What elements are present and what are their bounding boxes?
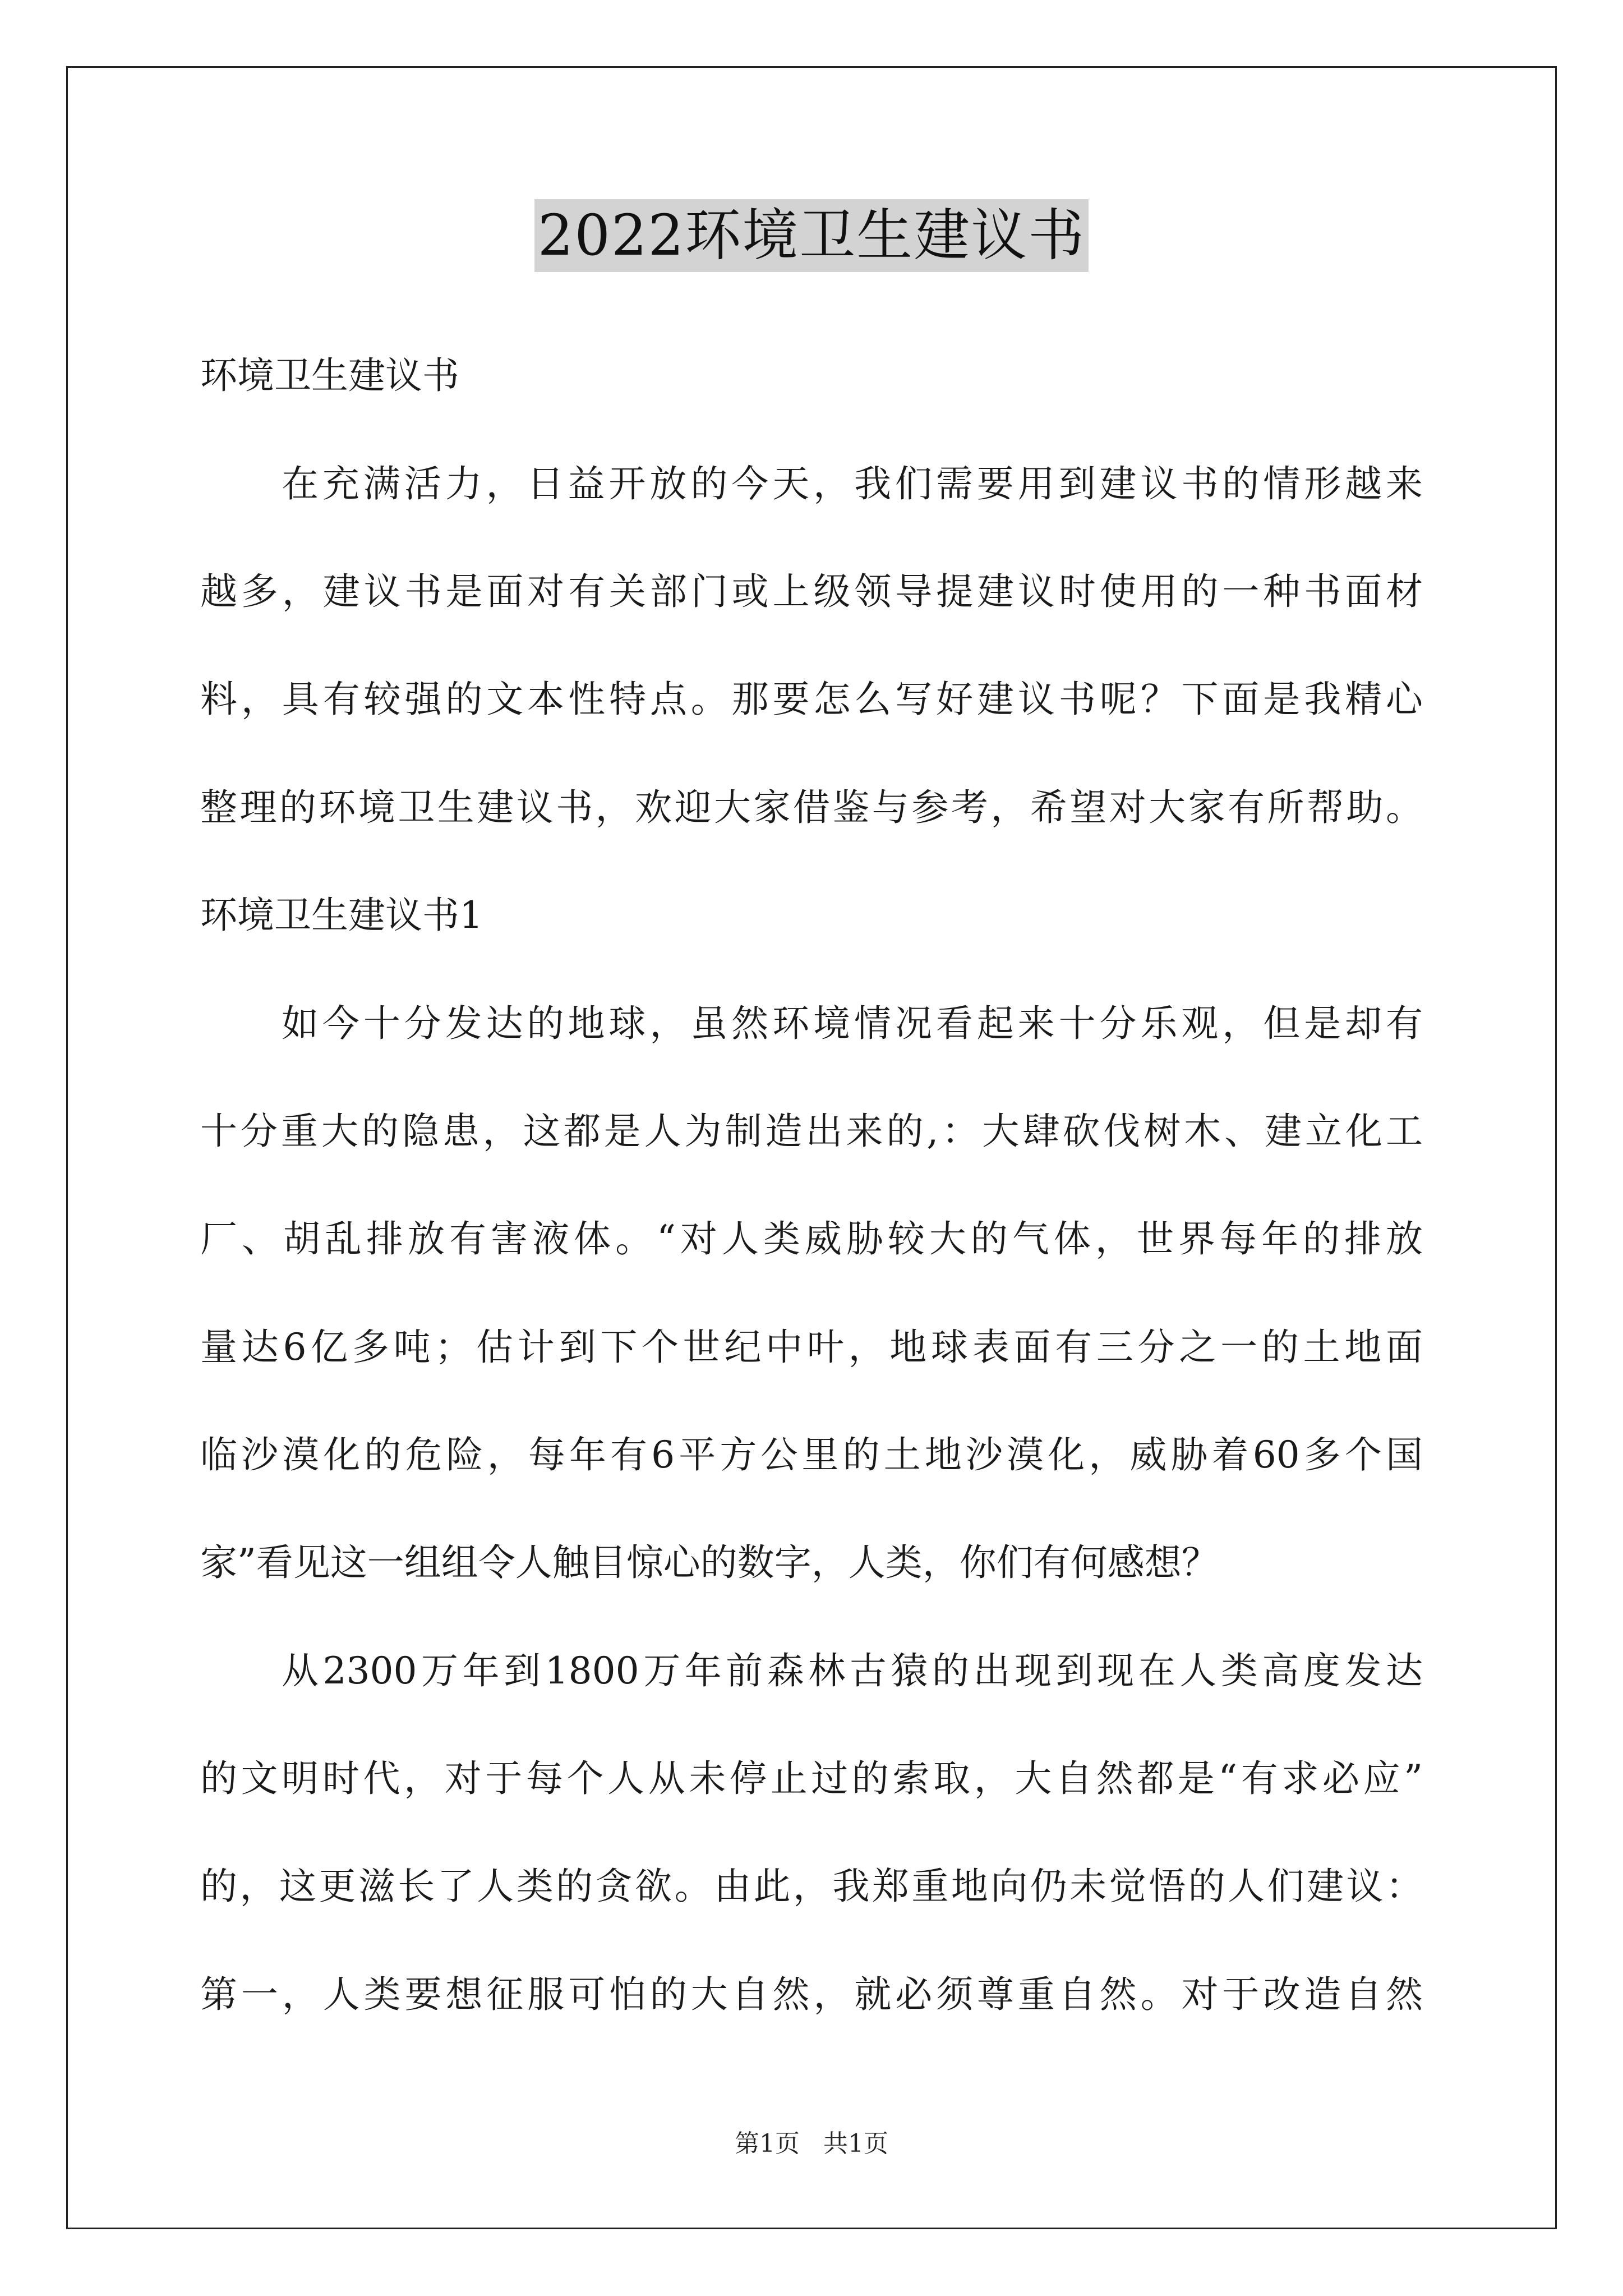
section-heading: 环境卫生建议书1 — [200, 894, 483, 937]
text-line: 厂、胡乱排放有害液体。“对人类威胁较大的气体，世界每年的排放 — [200, 1217, 1423, 1260]
text-line: 量达6亿多吨；估计到下个世纪中叶，地球表面有三分之一的土地面 — [200, 1326, 1423, 1369]
text-line: 在充满活力，日益开放的今天，我们需要用到建议书的情形越来 — [282, 462, 1423, 505]
text-line: 料，具有较强的文本性特点。那要怎么写好建议书呢？下面是我精心 — [200, 678, 1423, 721]
subtitle-line: 环境卫生建议书 — [200, 354, 459, 397]
text-line: 的文明时代，对于每个人从未停止过的索取，大自然都是“有求必应” — [200, 1757, 1423, 1800]
text-line: 整理的环境卫生建议书，欢迎大家借鉴与参考，希望对大家有所帮助。 — [200, 786, 1423, 829]
title-container — [0, 199, 1623, 272]
text-line: 的，这更滋长了人类的贪欲。由此，我郑重地向仍未觉悟的人们建议： — [200, 1865, 1423, 1908]
text-line: 第一，人类要想征服可怕的大自然，就必须尊重自然。对于改造自然 — [200, 1973, 1423, 2016]
page-footer: 第1页 共1页 — [735, 2129, 888, 2158]
text-line: 家”看见这一组组令人触目惊心的数字，人类，你们有何感想？ — [200, 1541, 1219, 1584]
text-line: 越多，建议书是面对有关部门或上级领导提建议时使用的一种书面材 — [200, 570, 1423, 613]
text-line: 从2300万年到1800万年前森林古猿的出现到现在人类高度发达 — [282, 1649, 1423, 1692]
document-title: 2022环境卫生建议书 — [534, 199, 1089, 272]
text-line: 临沙漠化的危险，每年有6平方公里的土地沙漠化，威胁着60多个国 — [200, 1433, 1423, 1476]
text-line: 十分重大的隐患，这都是人为制造出来的,：大肆砍伐树木、建立化工 — [200, 1110, 1423, 1153]
text-line: 如今十分发达的地球，虽然环境情况看起来十分乐观，但是却有 — [282, 1002, 1423, 1045]
